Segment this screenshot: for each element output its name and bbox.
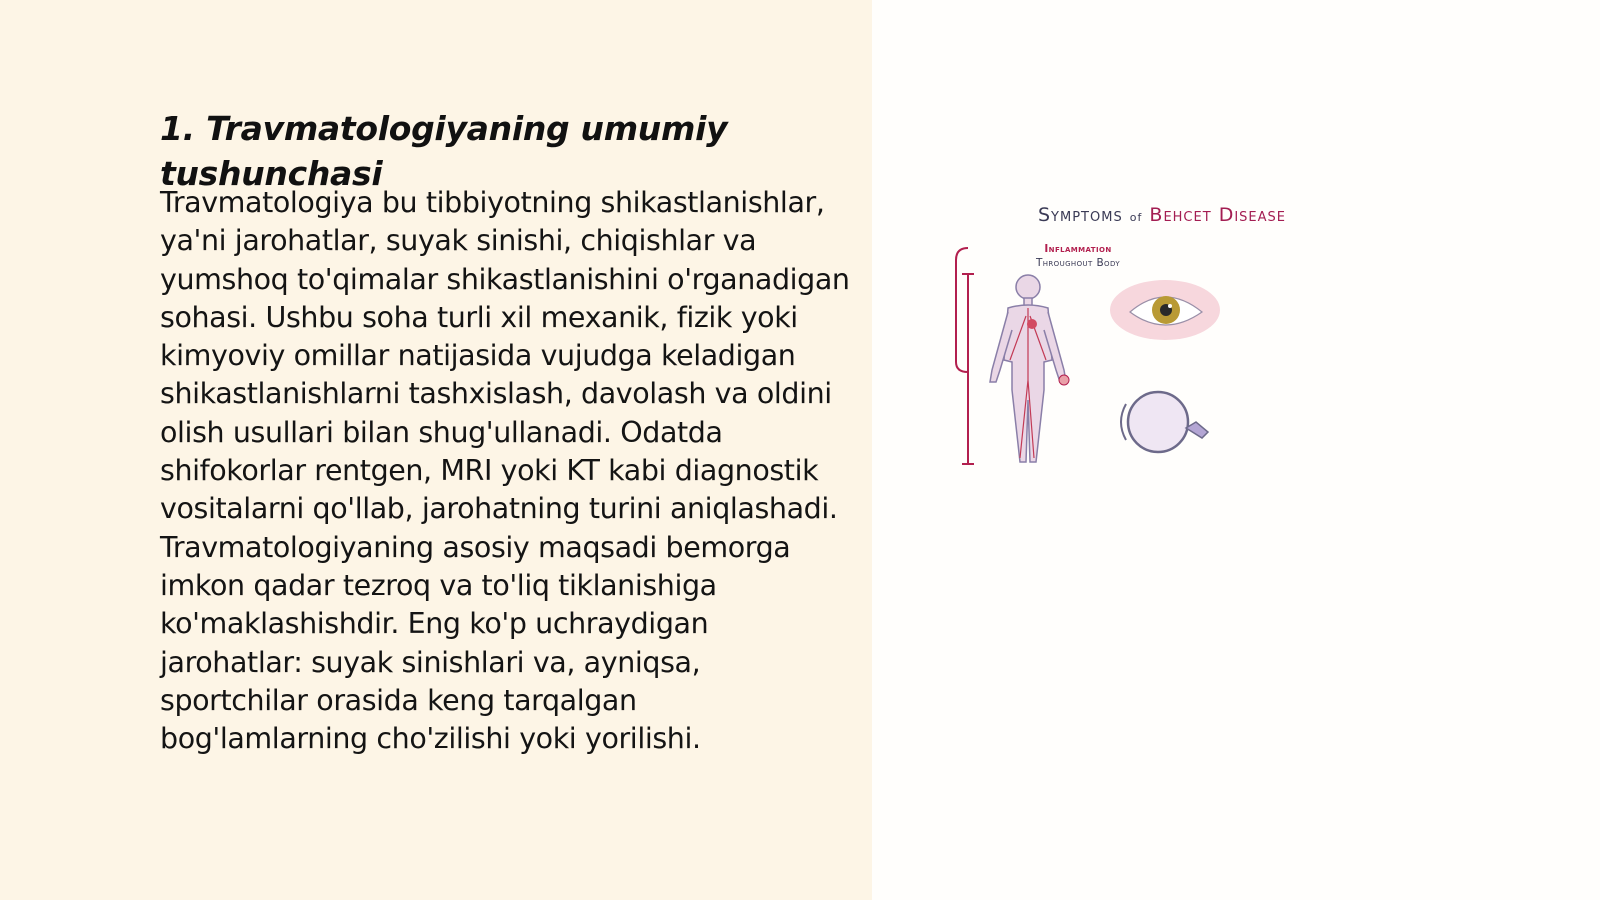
- behcet-illustration: [940, 190, 1360, 490]
- illustration-title-part1: Symptoms: [1038, 204, 1123, 226]
- inflammation-label-line2: Throughout Body: [1035, 257, 1121, 269]
- slide-body-text: Travmatologiya bu tibbiyotning shikastlanishlar, ya'ni jarohatlar, suyak sinishi, chiqishlar va yumshoq to'qimalar shikastlanishini o'rganadigan sohasi. Ushbu soha turli xil mexanik, fizik yoki kimyoviy omillar natijasida vujudga keladigan shikastlanishlarni tashxislash, davolash va oldini olish usullari bilan shug'ullanadi. Odatda shifokorlar rentgen, MRI yoki KT kabi diagnostik vositalarni qo'llab, jarohatning turini aniqlashadi. Travmatologiyaning asosiy maqsadi bemorga imkon qadar tezroq va to'liq tiklanishiga ko'maklashishdir. Eng ko'p uchraydigan jarohatlar: suyak sinishlari va, ayniqsa, sportchilar orasida keng tarqalgan bog'lamlarning cho'zilishi yoki yorilishi.: [160, 186, 850, 756]
- eye-icon: [1110, 280, 1220, 340]
- illustration-title-of: of: [1129, 211, 1143, 224]
- eyeball-cross-section-icon: [1121, 392, 1208, 452]
- bracket-icon: [956, 248, 974, 464]
- slide-title: 1. Travmatologiyaning umumiy tushunchasi: [160, 109, 728, 193]
- human-body-icon: [990, 275, 1069, 462]
- illustration-title-part2: Behcet Disease: [1149, 204, 1286, 226]
- inflammation-label-line1: Inflammation: [1044, 243, 1112, 255]
